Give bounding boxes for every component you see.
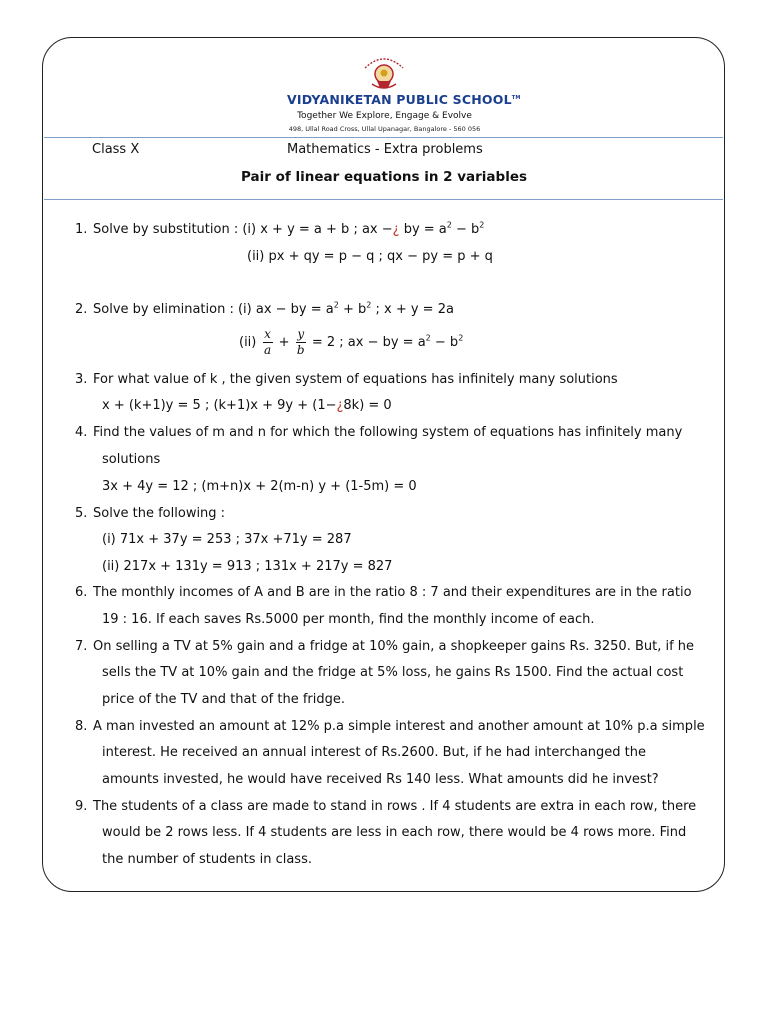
q5-line3: (ii) 217x + 131y = 913 ; 131x + 217y = 827: [102, 559, 393, 574]
question-number: 2.: [75, 302, 88, 317]
question-number: 4.: [75, 425, 88, 440]
question-number: 9.: [75, 799, 88, 814]
q8-line1: A man invested an amount at 12% p.a simple interest and another amount at 10% p.a simple: [93, 719, 705, 734]
q9-line2: would be 2 rows less. If 4 students are less in each row, there would be 4 rows more. Find: [102, 825, 687, 840]
school-logo: [287, 52, 521, 136]
class-label: Class X: [92, 142, 140, 157]
q2-line1: Solve by elimination : (i) ax − by = $a^2 + b^2$ ; x + y = 2a: [93, 300, 454, 317]
q1-line2: (ii) px + qy = p − q ; qx − py = p + q: [247, 249, 493, 264]
q9-line1: The students of a class are made to stand in rows . If 4 students are extra in each row, there: [93, 799, 697, 814]
q5-line1: Solve the following :: [93, 506, 226, 521]
q6-line1: The monthly incomes of A and B are in the ratio 8 : 7 and their expenditures are in the ratio: [93, 585, 692, 600]
question-number: 3.: [75, 372, 88, 387]
q1-line1: Solve by substitution : (i) x + y = a + b ; ax −¿ by = $a^2 - b^2$: [93, 220, 485, 237]
question-number: 6.: [75, 585, 88, 600]
q4-line2: solutions: [102, 452, 161, 467]
q1-glyph: ¿: [392, 222, 400, 237]
subject-label: Mathematics - Extra problems: [287, 142, 483, 157]
q9-line3: the number of students in class.: [102, 852, 312, 867]
question-number: 5.: [75, 506, 88, 521]
q5-line2: (i) 71x + 37y = 253 ; 37x +71y = 287: [102, 532, 352, 547]
trademark: TM: [511, 94, 521, 101]
q8-line2: interest. He received an annual interest of Rs.2600. But, if he had interchanged the: [102, 745, 646, 760]
q7-line3: price of the TV and that of the fridge.: [102, 692, 346, 707]
q2-line2: (ii) $\frac{x}{a}$ + $\frac{y}{b}$ = 2 ; ax − by = $a^2 - b^2$: [239, 327, 464, 357]
q4-line3: 3x + 4y = 12 ; (m+n)x + 2(m-n) y + (1-5m) = 0: [102, 479, 417, 494]
header-divider-top: [44, 137, 723, 138]
q3-glyph: ¿: [336, 398, 344, 413]
q3-line1: For what value of k , the given system of equations has infinitely many solutions: [93, 372, 618, 387]
school-address: 498, Ullal Road Cross, Ullal Upanagar, Bangalore - 560 056: [288, 125, 481, 133]
q4-line1: Find the values of m and n for which the following system of equations has infinitely many: [93, 425, 683, 440]
fraction-y-over-b: $\frac{y}{b}$: [296, 327, 305, 357]
question-number: 1.: [75, 222, 88, 237]
q7-line1: On selling a TV at 5% gain and a fridge at 10% gain, a shopkeeper gains Rs. 3250. But, if he: [93, 639, 695, 654]
school-tagline: Together We Explore, Engage & Evolve: [297, 111, 472, 121]
question-number: 8.: [75, 719, 88, 734]
school-crest-icon: [359, 54, 409, 92]
q8-line3: amounts invested, he would have received Rs 140 less. What amounts did he invest?: [102, 772, 659, 787]
question-number: 7.: [75, 639, 88, 654]
q6-line2: 19 : 16. If each saves Rs.5000 per month, find the monthly income of each.: [102, 612, 595, 627]
fraction-x-over-a: $\frac{x}{a}$: [263, 327, 272, 357]
school-name: VIDYANIKETAN PUBLIC SCHOOL™: [287, 92, 521, 107]
q3-line2: x + (k+1)y = 5 ; (k+1)x + 9y + (1−¿8k) = 0: [102, 398, 392, 413]
header-divider-bottom: [44, 199, 723, 200]
page-title: Pair of linear equations in 2 variables: [240, 169, 528, 185]
q7-line2: sells the TV at 10% gain and the fridge at 5% loss, he gains Rs 1500. Find the actual cost: [102, 665, 684, 680]
